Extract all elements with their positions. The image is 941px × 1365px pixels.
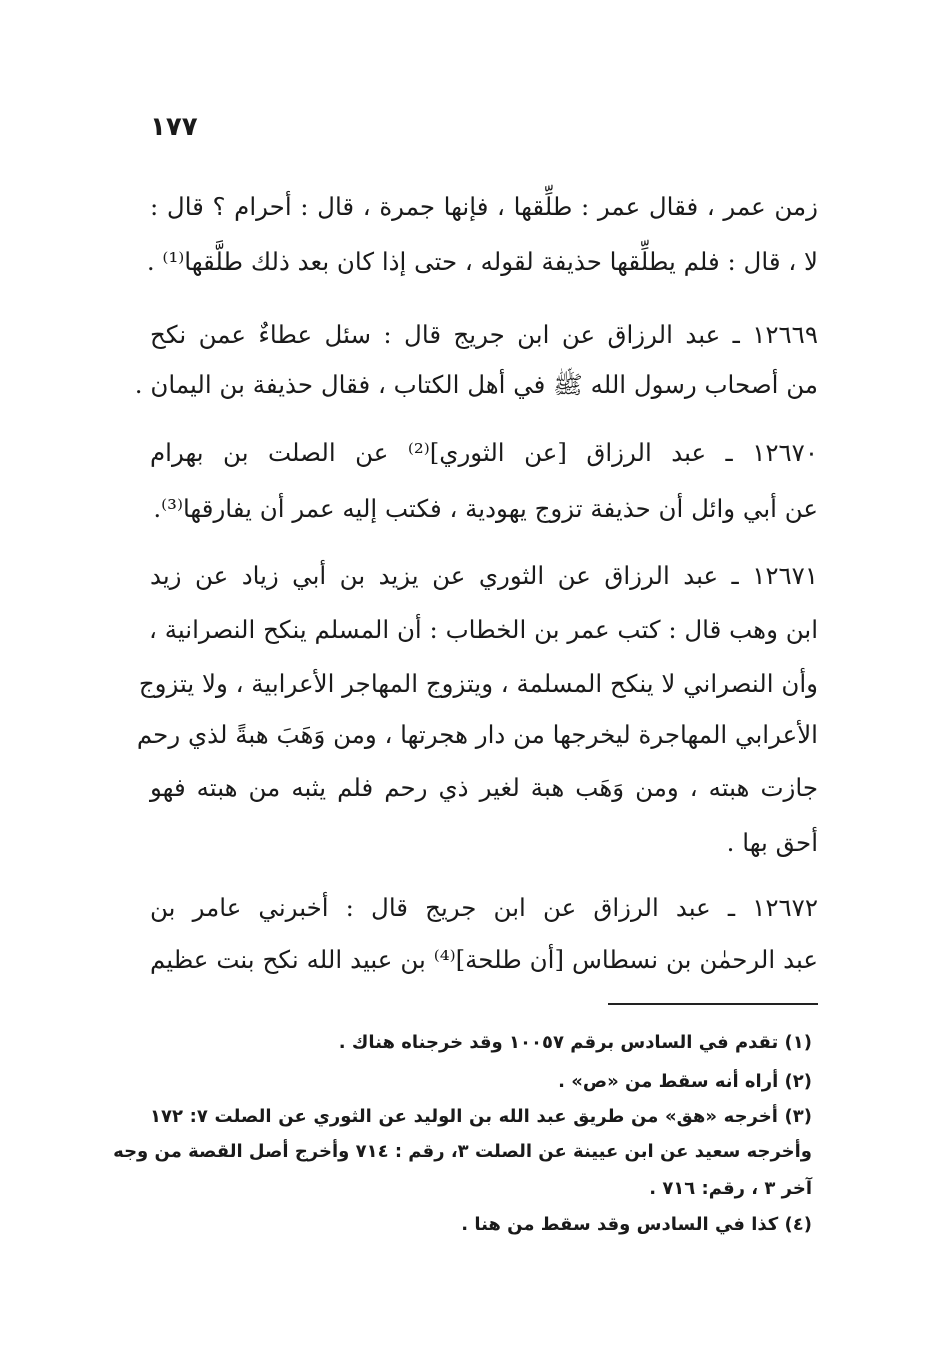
footnote-continuation: وأخرجه سعيد عن ابن عيينة عن الصلت ٣، رقم : ٧١٤ وأخرج أصل القصة من وجه xyxy=(113,1141,812,1162)
body-line: وأن النصراني لا ينكح المسلمة ، ويتزوج المهاجر الأعرابية ، ولا يتزوج xyxy=(138,669,818,698)
body-line: ابن وهب قال : كتب عمر بن الخطاب : أن المسلم ينكح النصرانية ، xyxy=(149,615,818,644)
body-line: زمن عمر ، فقال عمر : طلِّقها ، فإنها جمرة ، قال : أحرام ؟ قال : xyxy=(150,192,818,221)
body-line: الأعرابي المهاجرة ليخرجها من دار هجرتها ، ومن وَهَبَ هبةً لذي رحم xyxy=(136,720,818,749)
body-line: ١٢٦٧٢ ـ عبد الرزاق عن ابن جريج قال : أخبرني عامر بن xyxy=(150,893,818,922)
body-line: عبد الرحمٰن بن نسطاس [أن طلحة]⁽⁴⁾ بن عبيد الله نكح بنت عظيم xyxy=(150,945,818,974)
body-line: عن أبي وائل أن حذيفة تزوج يهودية ، فكتب إليه عمر أن يفارقها⁽³⁾. xyxy=(153,494,818,523)
footnote: (٢) أراه أنه سقط من «ص» . xyxy=(558,1071,812,1092)
page-number: ١٧٧ xyxy=(150,112,198,142)
footnote: (١) تقدم في السادس برقم ١٠٠٥٧ وقد خرجناه هناك . xyxy=(338,1032,812,1053)
footnote: (٤) كذا في السادس وقد سقط من هنا . xyxy=(461,1214,812,1235)
body-line: لا ، قال : فلم يطلِّقها حذيفة لقوله ، حتى إذا كان بعد ذلك طلَّقها⁽¹⁾ . xyxy=(146,247,818,276)
body-line: ١٢٦٧١ ـ عبد الرزاق عن الثوري عن يزيد بن أبي زياد عن زيد xyxy=(150,561,818,590)
footnote-continuation: آخر ٣ ، رقم: ٧١٦ . xyxy=(649,1178,812,1199)
body-line: جازت هبته ، ومن وَهَب هبة لغير ذي رحم فلم يثبه من هبته فهو xyxy=(150,773,818,802)
body-line: من أصحاب رسول الله ﷺ في أهل الكتاب ، فقال حذيفة بن اليمان . xyxy=(134,370,818,399)
footnote: (٣) أخرجه «هق» من طريق عبد الله بن الوليد عن الثوري عن الصلت ٧: ١٧٢ xyxy=(150,1106,813,1127)
body-line: أحق بها . xyxy=(726,828,818,857)
body-line: ١٢٦٦٩ ـ عبد الرزاق عن ابن جريج قال : سئل عطاءٌ عمن نكح xyxy=(150,320,818,349)
footnote-divider xyxy=(608,1003,818,1005)
body-line: ١٢٦٧٠ ـ عبد الرزاق [عن الثوري]⁽²⁾ عن الصلت بن بهرام xyxy=(150,438,818,467)
